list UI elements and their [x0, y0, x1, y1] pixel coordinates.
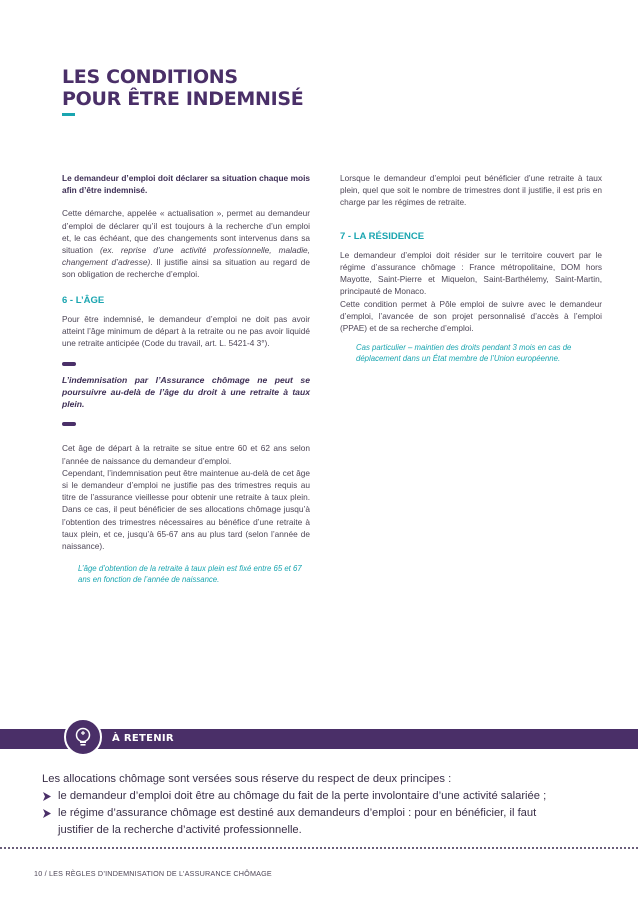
quote-bar-bottom [62, 422, 76, 426]
retenir-item-text: le régime d’assurance chômage est destiné aux demandeurs d’emploi : pour en bénéficier, il faut [58, 807, 537, 819]
left-column [62, 172, 310, 585]
lead-paragraph: Le demandeur d’emploi doit déclarer sa situation chaque mois afin d’être indemnisé. [62, 173, 310, 196]
section-age-heading: 6 - L’ÂGE [62, 294, 105, 306]
retenir-item [42, 805, 602, 822]
retenir-label: À RETENIR [112, 733, 174, 744]
title-underline [62, 113, 75, 116]
ppae-paragraph: Cette condition permet à Pôle emploi de suivre avec le demandeur d’emploi, l’avancée de son projet personnalisé d’accès à l’emploi (PPAE) et de sa recherche d’emploi. [340, 298, 602, 334]
actualisation-paragraph [62, 207, 310, 280]
retenir-item-continuation: justifier de la recherche d’activité professionnelle. [58, 824, 302, 836]
section-age-text: Pour être indemnisé, le demandeur d’emploi ne doit pas avoir atteint l’âge minimum de départ à la retraite ou ne pas avoir liquidé une retraite anticipée (Code du travail, art. L. 5421-4 3°). [62, 313, 310, 349]
retenir-content [42, 771, 602, 839]
retirement-paragraph: Lorsque le demandeur d’emploi peut bénéficier d’une retraite à taux plein, quel que soit le nombre de trimestres dont il justifie, il est pris en charge par les régimes de retraite. [340, 173, 602, 208]
arrow-right-icon [42, 808, 52, 819]
actualisation-text-end: . Il justifie ainsi sa situation au regard de son obligation de recherche d’emploi. [62, 257, 310, 280]
lightbulb-icon [73, 726, 93, 748]
right-column [340, 172, 602, 364]
page-footer: 10 / LES RÈGLES D’INDEMNISATION DE L’ASSURANCE CHÔMAGE [34, 869, 272, 878]
retenir-intro: Les allocations chômage sont versées sous réserve du respect de deux principes : [42, 773, 452, 785]
age-note: L’âge d’obtention de la retraite à taux plein est fixé entre 65 et 67 ans en fonction de l’année de naissance. [78, 564, 302, 585]
actualisation-examples: (ex. reprise d’une activité professionnelle, maladie, changement d’adresse) [62, 245, 310, 268]
retenir-badge [64, 718, 102, 756]
age-range-paragraph: Cet âge de départ à la retraite se situe entre 60 et 62 ans selon l’année de naissance du demandeur d’emploi. [62, 443, 310, 466]
quote-bar-top [62, 362, 76, 366]
page-title [62, 66, 303, 110]
highlight-quote [62, 360, 310, 428]
title-line-2: POUR ÊTRE INDEMNISÉ [62, 88, 304, 110]
footer-divider [0, 847, 638, 849]
retenir-item-text: le demandeur d’emploi doit être au chômage du fait de la perte involontaire d’une activité salariée ; [58, 790, 547, 802]
residence-note: Cas particulier – maintien des droits pendant 3 mois en cas de déplacement dans un État membre de l’Union européenne. [356, 343, 572, 364]
arrow-right-icon [42, 791, 52, 802]
maintained-indemnity-paragraph: Cependant, l’indemnisation peut être maintenue au-delà de cet âge si le demandeur d’emploi ne justifie pas des trimestres requis au titre de l’assurance vieillesse pour obtenir une retraite à taux plein. Dans ce cas, il peut bénéficier de ses allocations chômage jusqu’à l’obtention des trimestres nécessaires au bénéfice d’une retraite à taux plein, et ce, jusqu’à 65-67 ans au plus tard (selon l’année de naissance). [62, 467, 310, 552]
title-line-1: LES CONDITIONS [62, 66, 238, 88]
quote-text: L’indemnisation par l’Assurance chômage ne peut se poursuivre au-delà de l’âge du droit à une retraite à taux plein. [62, 375, 310, 410]
section-residence-heading: 7 - LA RÉSIDENCE [340, 230, 425, 242]
residence-paragraph: Le demandeur d’emploi doit résider sur le territoire couvert par le régime d’assurance chômage : France métropolitaine, DOM hors Mayotte, Saint-Pierre et Miquelon, Saint-Barthélemy, Saint-Martin, principauté de Monaco. [340, 249, 602, 297]
actualisation-text-start: Cette démarche, appelée « actualisation », permet au demandeur d’emploi de déclarer qu’il est toujours à la recherche d’un emploi et, le cas échéant, que des changements sont intervenus dans sa situation [62, 208, 310, 256]
retenir-item [42, 788, 602, 805]
